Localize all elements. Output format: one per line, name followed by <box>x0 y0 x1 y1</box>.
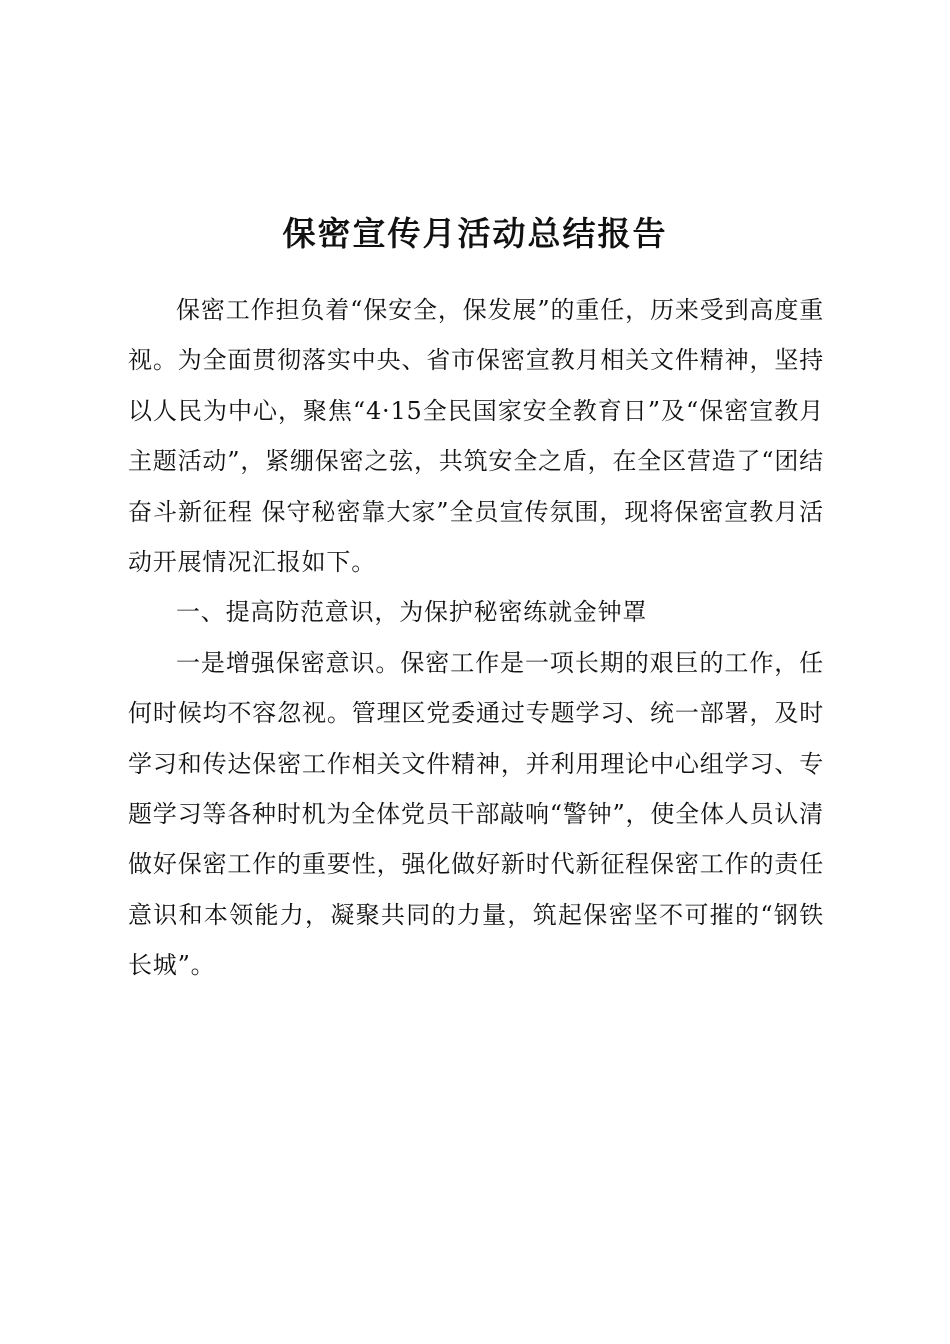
body-paragraph: 一是增强保密意识。保密工作是一项长期的艰巨的工作，任何时候均不容忽视。管理区党委通过专题学习、统一部署，及时学习和传达保密工作相关文件精神，并利用理论中心组学习、专题学习等各种时机为全体党员干部敲响“警钟”，使全体人员认清做好保密工作的重要性，强化做好新时代新征程保密工作的责任意识和本领能力，凝聚共同的力量，筑起保密坚不可摧的“钢铁长城”。 <box>128 648 824 980</box>
section-heading: 一、提高防范意识，为保护秘密练就金钟罩 <box>176 598 648 627</box>
intro-paragraph: 保密工作担负着“保安全，保发展”的重任，历来受到高度重视。为全面贯彻落实中央、省市保密宣教月相关文件精神，坚持以人民为中心，聚焦“4·15全民国家安全教育日”及“保密宣教月主题活动”，紧绷保密之弦，共筑安全之盾，在全区营造了“团结奋斗新征程 保守秘密靠大家”全员宣传氛围，现将保密宣教月活动开展情况汇报如下。 <box>128 296 824 577</box>
document-body <box>128 285 824 991</box>
document-title: 保密宣传月活动总结报告 <box>282 214 668 253</box>
